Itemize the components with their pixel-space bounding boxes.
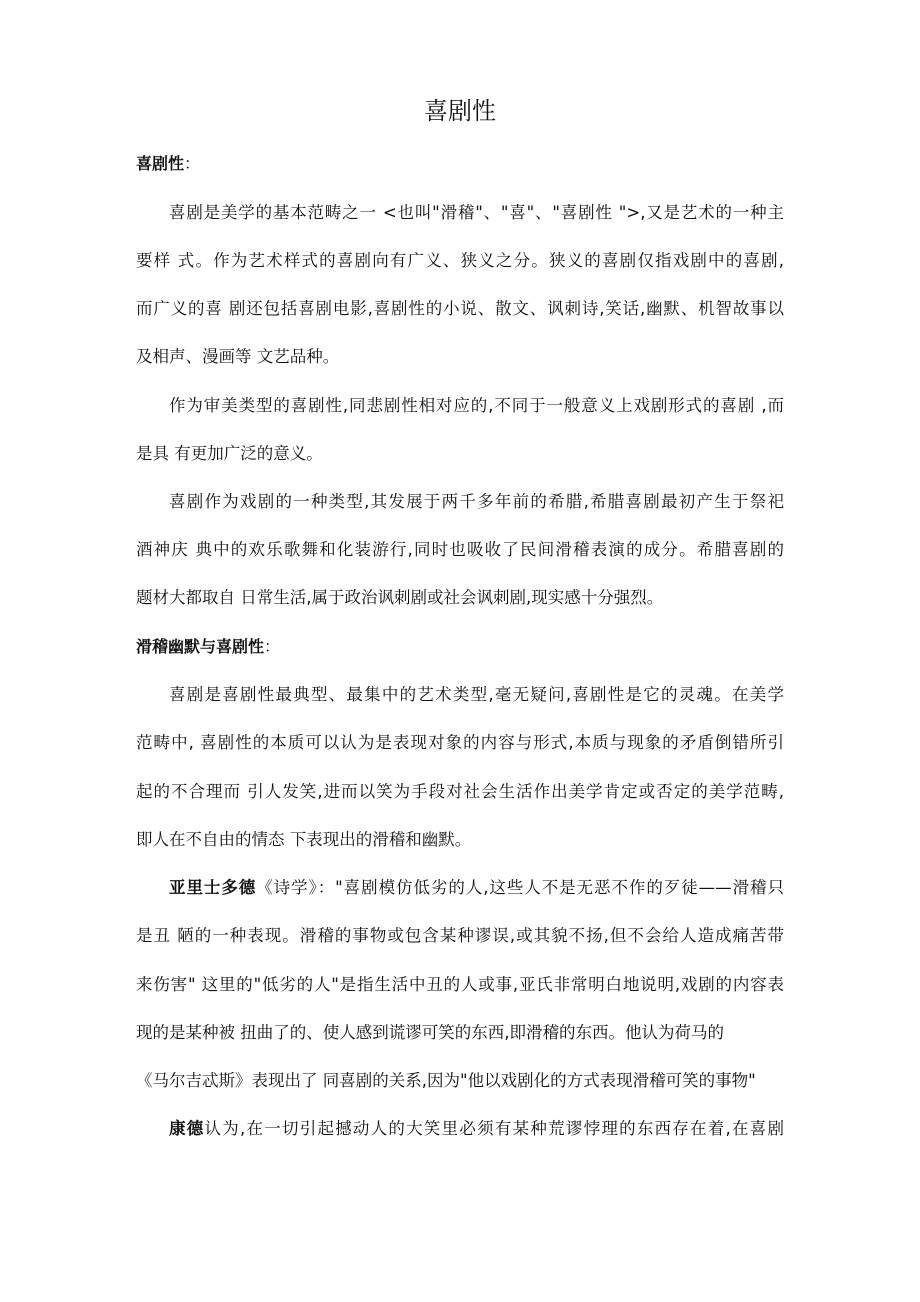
- section-heading-comedy: [136, 152, 200, 176]
- section-heading-humor: [136, 635, 280, 659]
- paragraph-line: 起的不合理而 引人发笑,进而以笑为手段对社会生活作出美学肯定或否定的美学范畴,: [136, 782, 784, 801]
- paragraph-line: 即人在不自由的情态 下表现出的滑稽和幽默。: [136, 830, 472, 849]
- paragraph-text: 认为,在一切引起撼动人的大笑里必须有某种荒谬悖理的东西存在着,在喜剧: [204, 1119, 784, 1138]
- paragraph-line: 及相声、漫画等 文艺品种。: [136, 347, 340, 366]
- paragraph-line: 喜剧作为戏剧的一种类型,其发展于两千多年前的希腊,希腊喜剧最初产生于祭祀: [169, 492, 784, 511]
- section-heading-colon: ：: [264, 637, 281, 656]
- bold-name-kant: 康德: [169, 1119, 205, 1138]
- paragraph-line: 来伤害" 这里的"低劣的人"是指生活中丑的人或事,亚氏非常明白地说明,戏剧的内容表: [136, 975, 784, 994]
- paragraph-line: 是丑 陋的一种表现。滑稽的事物或包含某种谬误,或其貌不扬,但不会给人造成痛苦带: [136, 926, 784, 945]
- paragraph-line: 题材大都取自 日常生活,属于政治讽刺剧或社会讽刺剧,现实感十分强烈。: [136, 588, 664, 607]
- section-heading-colon: ：: [184, 154, 201, 173]
- paragraph-line: 是具 有更加广泛的意义。: [136, 444, 323, 463]
- paragraph-line: 作为审美类型的喜剧性,同悲剧性相对应的,不同于一般意义上戏剧形式的喜剧 ,而: [169, 396, 784, 415]
- section-heading-text: 滑稽幽默与喜剧性: [136, 637, 265, 656]
- paragraph-line: 要样 式。作为艺术样式的喜剧向有广义、狭义之分。狭义的喜剧仅指戏剧中的喜剧,: [136, 251, 784, 270]
- section-heading-text: 喜剧性: [136, 154, 185, 173]
- paragraph-line: 酒神庆 典中的欢乐歌舞和化装游行,同时也吸收了民间滑稽表演的成分。希腊喜剧的: [136, 540, 784, 559]
- paragraph-line: 喜剧是喜剧性最典型、最集中的艺术类型,毫无疑问,喜剧性是它的灵魂。在美学: [169, 685, 784, 704]
- paragraph-line: 范畴中, 喜剧性的本质可以认为是表现对象的内容与形式,本质与现象的矛盾倒错所引: [136, 733, 784, 752]
- paragraph-line: 《马尔吉忒斯》表现出了 同喜剧的关系,因为"他以戏剧化的方式表现滑稽可笑的事物": [136, 1071, 756, 1090]
- paragraph-line-aristotle: [169, 876, 784, 900]
- bold-name-aristotle: 亚里士多德: [169, 878, 257, 897]
- paragraph-text: 《诗学》："喜剧模仿低劣的人,这些人不是无恶不作的歹徒——滑稽只: [256, 878, 784, 897]
- paragraph-line: 喜剧是美学的基本范畴之一 <也叫"滑稽"、"喜"、"喜剧性 ">,又是艺术的一种主: [169, 203, 784, 222]
- paragraph-line: 现的是某种被 扭曲了的、使人感到谎谬可笑的东西,即滑稽的东西。他认为荷马的: [136, 1023, 724, 1042]
- page-title: 喜剧性: [424, 97, 496, 125]
- paragraph-line-kant: [169, 1117, 784, 1141]
- paragraph-line: 而广义的喜 剧还包括喜剧电影,喜剧性的小说、散文、讽刺诗,笑话,幽默、机智故事以: [136, 299, 784, 318]
